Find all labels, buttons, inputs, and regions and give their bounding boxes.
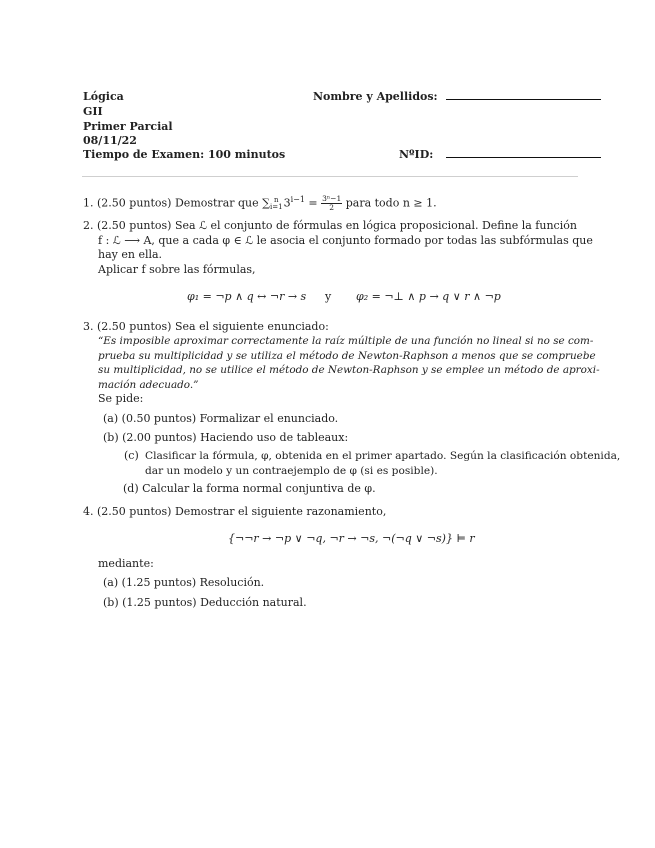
- q4-a-label: (a): [103, 576, 119, 589]
- q2-points: (2.50 puntos): [97, 219, 172, 232]
- q3-quote-line2: prueba su multiplicidad y se utiliza el método de Newton-Raphson a menos que se compruebe: [98, 350, 596, 362]
- question-4: [83, 505, 386, 520]
- q1-fraction: [321, 195, 342, 212]
- question-3: [83, 320, 329, 335]
- q1-frac-num: 3ⁿ−1: [322, 194, 342, 203]
- name-field-line: [446, 99, 601, 100]
- q3-points: (2.50 puntos): [97, 320, 172, 333]
- q2-line3: hay en ella.: [98, 248, 163, 261]
- q1-sum-limits: [270, 197, 283, 211]
- q1-points: (2.50 puntos): [97, 196, 172, 210]
- q3-b-text: (2.00 puntos) Haciendo uso de tableaux:: [122, 431, 349, 444]
- q3-b-label: (b): [103, 431, 119, 444]
- q3-c-line2: dar un modelo y un contraejemplo de φ (si es posible).: [145, 465, 438, 477]
- subject-label: Lógica: [83, 90, 124, 103]
- q1-frac-den: 2: [329, 203, 335, 212]
- q3-c-label: (c): [124, 449, 139, 462]
- q1-number: 1.: [83, 196, 94, 210]
- q4-item-b: [103, 596, 307, 611]
- date-label: 08/11/22: [83, 134, 137, 147]
- id-label: NºID:: [399, 148, 434, 161]
- q3-number: 3.: [83, 320, 94, 333]
- q2-formula-2: φ₂ = ¬⊥ ∧ p → q ∨ r ∧ ¬p: [356, 290, 501, 303]
- q4-b-label: (b): [103, 596, 119, 609]
- q3-a-label: (a): [103, 412, 119, 425]
- q1-equals: =: [308, 196, 318, 210]
- q3-item-d: [123, 482, 376, 497]
- q3-quote-line1: “Es imposible aproximar correctamente la raíz múltiple de una función no lineal si no se com-: [98, 335, 594, 347]
- q3-se-pide: Se pide:: [98, 392, 144, 405]
- q2-conjunction: y: [325, 290, 332, 303]
- q4-points: (2.50 puntos): [97, 505, 172, 518]
- q1-sum-bottom: i=1: [270, 202, 283, 211]
- q3-quote-line3: su multiplicidad, no se utilice el método de Newton-Raphson y se emplee un método de aproxi-: [98, 364, 600, 376]
- q1-exponent: i−1: [290, 194, 305, 204]
- q2-formula-1: φ₁ = ¬p ∧ q ↔ ¬r → s: [187, 290, 307, 303]
- name-label: Nombre y Apellidos:: [313, 90, 438, 103]
- q2-line4: Aplicar f sobre las fórmulas,: [98, 263, 256, 276]
- q3-item-b: [103, 431, 348, 446]
- q4-b-text: (1.25 puntos) Deducción natural.: [122, 596, 307, 609]
- q3-item-a: [103, 412, 338, 427]
- q1-base: 3: [283, 196, 291, 210]
- q4-mediante: mediante:: [98, 557, 154, 570]
- q3-d-label: (d): [123, 482, 139, 495]
- q4-a-text: (1.25 puntos) Resolución.: [121, 576, 265, 589]
- q3-c-line1: Clasificar la fórmula, φ, obtenida en el primer apartado. Según la clasificación obtenida,: [145, 450, 621, 462]
- question-2: [83, 219, 577, 234]
- degree-label: GII: [83, 105, 103, 118]
- q2-line2: f : ℒ ⟶ A, que a cada φ ∈ ℒ le asocia el conjunto formado por todas las subfórmulas que: [98, 234, 593, 247]
- q3-intro: Sea el siguiente enunciado:: [174, 320, 329, 333]
- question-1: [83, 195, 437, 212]
- q1-sum-symbol: ∑: [262, 196, 270, 210]
- q1-text-b: para todo n ≥ 1.: [345, 196, 437, 210]
- header-divider: [82, 176, 578, 177]
- q4-intro: Demostrar el siguiente razonamiento,: [174, 505, 387, 518]
- q3-a-text: (0.50 puntos) Formalizar el enunciado.: [121, 412, 339, 425]
- q4-number: 4.: [83, 505, 94, 518]
- q2-line1: Sea ℒ el conjunto de fórmulas en lógica proposicional. Define la función: [174, 219, 577, 232]
- q4-formula: {¬¬r → ¬p ∨ ¬q, ¬r → ¬s, ¬(¬q ∨ ¬s)} ⊨ r: [228, 532, 475, 545]
- q1-text-a: Demostrar que: [174, 196, 259, 210]
- q4-item-a: [103, 576, 264, 591]
- id-field-line: [446, 157, 601, 158]
- exam-label: Primer Parcial: [83, 120, 173, 133]
- q2-number: 2.: [83, 219, 94, 232]
- q3-d-text: Calcular la forma normal conjuntiva de φ.: [142, 482, 376, 495]
- time-label: Tiempo de Examen: 100 minutos: [83, 148, 286, 161]
- q3-quote-line4: mación adecuado.”: [98, 379, 199, 391]
- q1-sum-top: n: [274, 195, 279, 204]
